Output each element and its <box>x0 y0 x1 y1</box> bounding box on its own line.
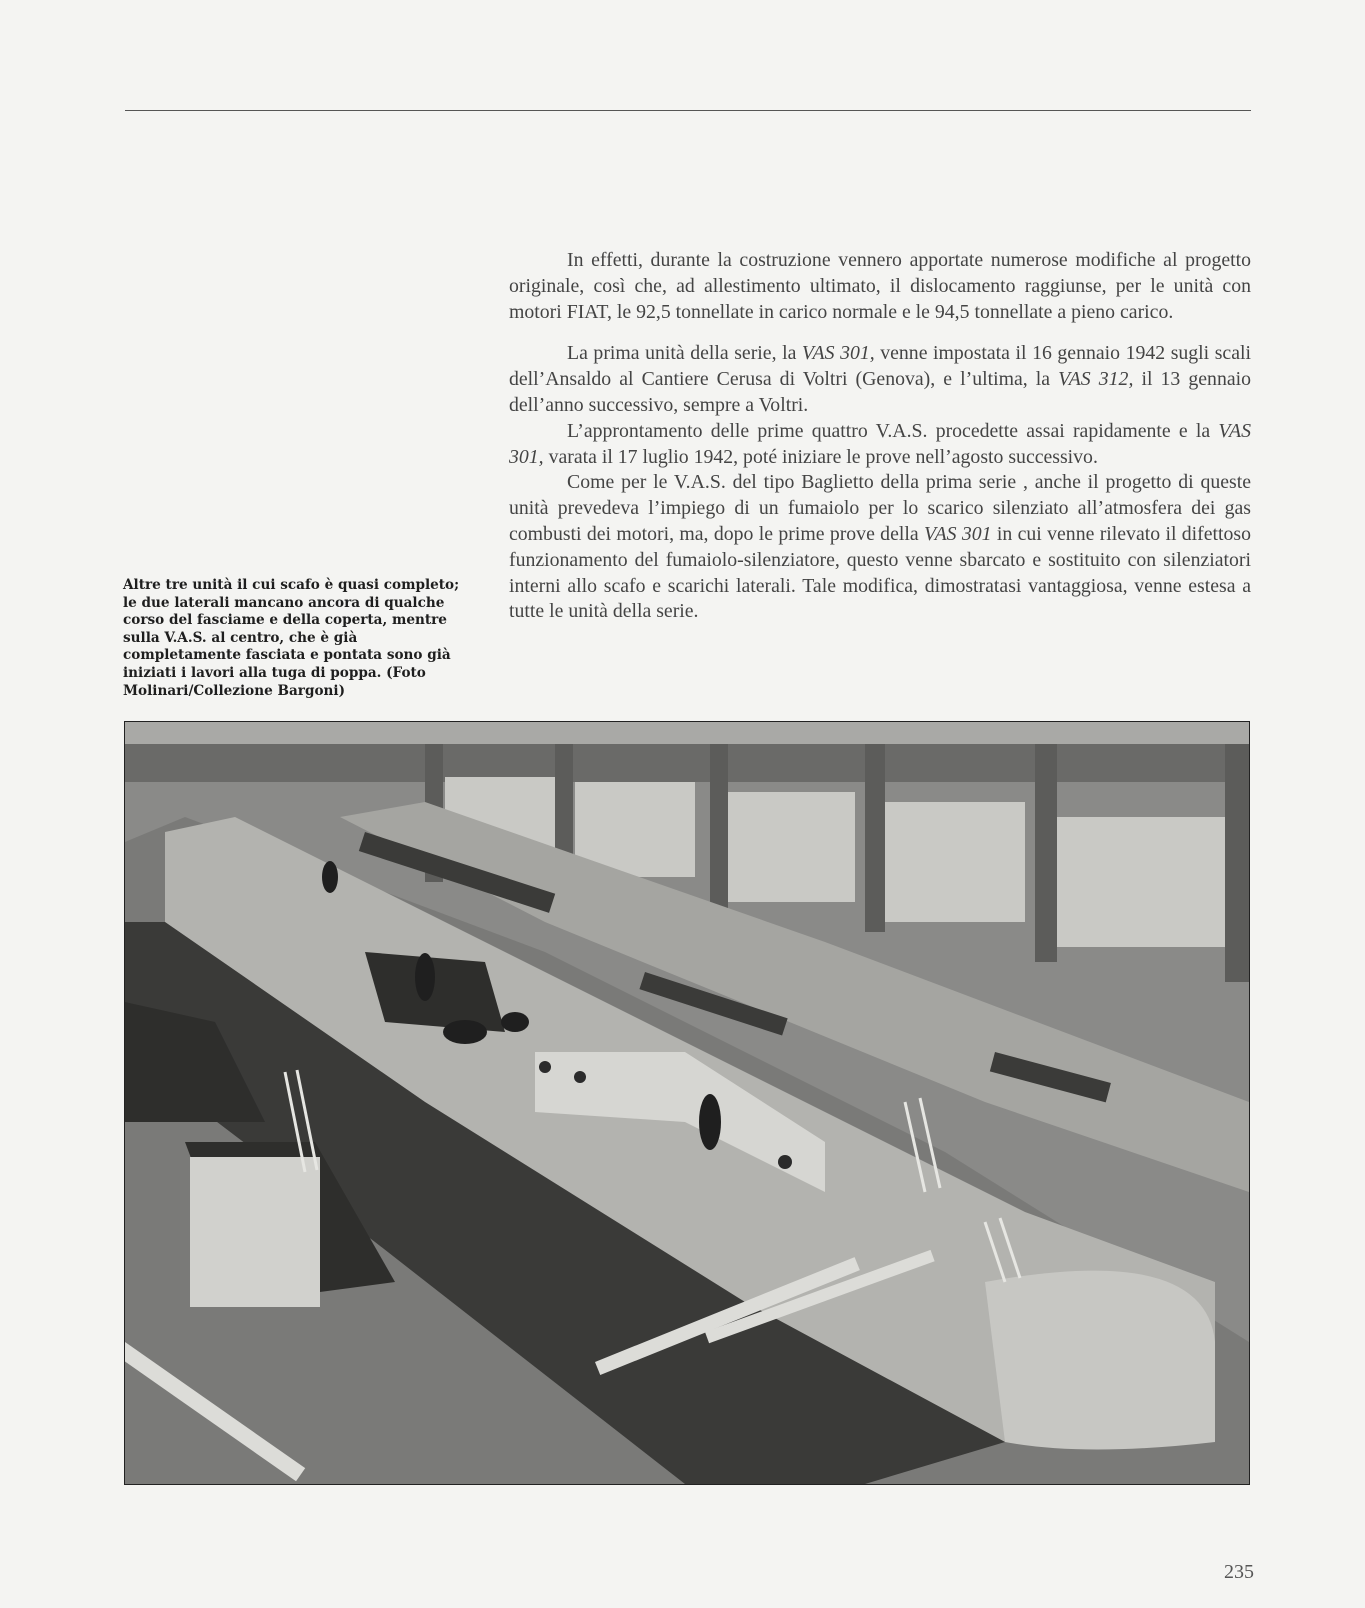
paragraph-4 <box>509 470 1251 625</box>
header-rule <box>125 110 1251 111</box>
stern <box>985 1271 1215 1450</box>
bulkhead-panel <box>190 1157 320 1307</box>
paragraph-3-text-a: L’approntamento delle prime quattro V.A.S. procedette assai rapidamente e la <box>567 419 1219 442</box>
paragraph-2-text-b: venne impostata il 16 gennaio 1942 sugli scali dell’Ansaldo al Cantiere Cerusa di Voltri (Genova), e l’ultima, la <box>509 342 1251 391</box>
vessel-name-vas-312: VAS 312, <box>1058 368 1134 391</box>
paragraph-2-text-a: La prima unità della serie, la <box>567 342 802 365</box>
shipyard-photo-illustration <box>125 722 1249 1484</box>
paragraph-3-text-b: varata il 17 luglio 1942, poté iniziare le prove nell’agosto successivo. <box>543 445 1098 468</box>
paragraph-4-text-a: Come per le V.A.S. del tipo Baglietto della prima serie , anche il progetto di queste unità prevedeva l’impiego di un fumaiolo per lo scarico silenziato all’atmosfera dei gas combusti dei motori, ma, dopo le prime prove della <box>509 471 1251 545</box>
vessel-name-vas-301: VAS 301, <box>801 342 875 365</box>
paragraph-3 <box>509 419 1251 471</box>
shipyard-photo <box>124 721 1250 1485</box>
upper-beam <box>125 722 1249 744</box>
paragraph-2-text-c: il 13 gennaio dell’anno successivo, sempre a Voltri. <box>509 368 1251 416</box>
paragraph-1: In effetti, durante la costruzione vennero apportate numerose modifiche al progetto originale, così che, ad allestimento ultimato, il dislocamento raggiunse, per le unità con motori FIAT, le 92,5 tonnellate in carico normale e le 94,5 tonnellate a pieno carico. <box>509 249 1251 323</box>
paragraph-4-text-b: in cui venne rilevato il difettoso funzionamento del fumaiolo-silenziatore, questo venne sbarcato e sostituito con silenziatori interni allo scafo e scarichi laterali. Tale modifica, dimostratasi vantaggiosa, venne estesa a tutte le unità della serie. <box>509 522 1251 623</box>
photo-caption: Altre tre unità il cui scafo è quasi completo; le due laterali mancano ancora di qualche corso del fasciame e della coperta, mentre sulla V.A.S. al centro, che è già completamente fasciata e pontata sono già iniziati i lavori alla tuga di poppa. (Foto Molinari/Collezione Bargoni) <box>123 577 460 699</box>
body-text <box>509 248 1251 625</box>
page-number: 235 <box>1224 1561 1254 1583</box>
vessel-name-vas-301: VAS 301 <box>923 522 992 545</box>
paragraph-2 <box>509 341 1251 418</box>
vessel-name-vas-301: VAS 301, <box>509 419 1251 468</box>
